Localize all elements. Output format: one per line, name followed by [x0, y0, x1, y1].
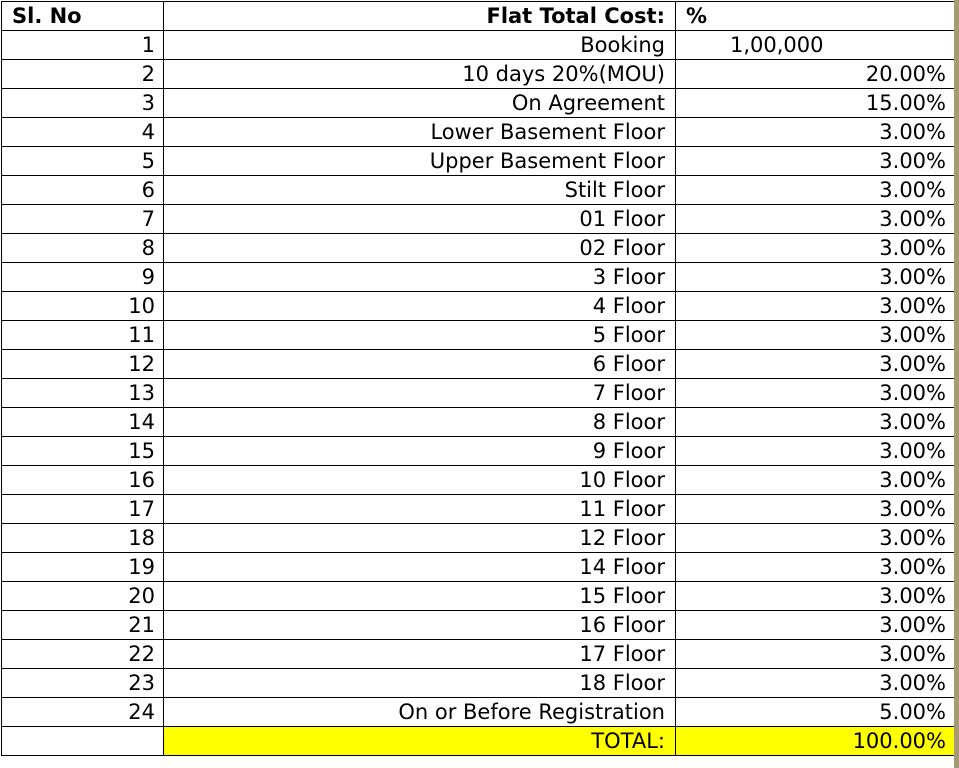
table-row — [2, 176, 955, 205]
percent-cell: 3.00% — [676, 176, 955, 205]
stage-cell: 16 Floor — [164, 611, 676, 640]
header-row — [2, 2, 955, 31]
sl-no-cell: 17 — [2, 495, 164, 524]
stage-cell: 12 Floor — [164, 524, 676, 553]
sl-no-cell: 16 — [2, 466, 164, 495]
table-row — [2, 118, 955, 147]
percent-cell: 3.00% — [676, 466, 955, 495]
percent-cell: 3.00% — [676, 118, 955, 147]
table-row — [2, 147, 955, 176]
stage-cell: 01 Floor — [164, 205, 676, 234]
table-row — [2, 408, 955, 437]
stage-cell: 8 Floor — [164, 408, 676, 437]
header-flat-total-cost: Flat Total Cost: — [164, 2, 676, 31]
table-row — [2, 553, 955, 582]
table-row — [2, 234, 955, 263]
percent-cell: 3.00% — [676, 553, 955, 582]
percent-cell: 5.00% — [676, 698, 955, 727]
stage-cell: 7 Floor — [164, 379, 676, 408]
sl-no-cell: 1 — [2, 31, 164, 60]
sl-no-cell: 21 — [2, 611, 164, 640]
header-percent: % — [676, 2, 955, 31]
stage-cell: Lower Basement Floor — [164, 118, 676, 147]
stage-cell: 9 Floor — [164, 437, 676, 466]
table-row — [2, 611, 955, 640]
sl-no-cell: 9 — [2, 263, 164, 292]
table-row — [2, 524, 955, 553]
stage-cell: 6 Floor — [164, 350, 676, 379]
sl-no-cell: 3 — [2, 89, 164, 118]
sl-no-cell: 6 — [2, 176, 164, 205]
sl-no-cell: 13 — [2, 379, 164, 408]
stage-cell: 10 Floor — [164, 466, 676, 495]
sl-no-cell: 14 — [2, 408, 164, 437]
table-row — [2, 263, 955, 292]
table-row — [2, 582, 955, 611]
sl-no-cell: 10 — [2, 292, 164, 321]
stage-cell: 4 Floor — [164, 292, 676, 321]
percent-cell: 3.00% — [676, 495, 955, 524]
table-row — [2, 437, 955, 466]
sl-no-cell: 12 — [2, 350, 164, 379]
stage-cell: 02 Floor — [164, 234, 676, 263]
percent-cell: 1,00,000 — [676, 31, 955, 60]
table-row — [2, 640, 955, 669]
payment-schedule-table — [1, 1, 955, 756]
sl-no-cell: 22 — [2, 640, 164, 669]
stage-cell: On or Before Registration — [164, 698, 676, 727]
table-row — [2, 205, 955, 234]
sl-no-cell: 19 — [2, 553, 164, 582]
percent-cell: 3.00% — [676, 524, 955, 553]
stage-cell: 10 days 20%(MOU) — [164, 60, 676, 89]
table-row — [2, 698, 955, 727]
table-row — [2, 60, 955, 89]
percent-cell: 3.00% — [676, 379, 955, 408]
window-edge-strip — [954, 0, 959, 768]
percent-cell: 3.00% — [676, 147, 955, 176]
stage-cell: 5 Floor — [164, 321, 676, 350]
stage-cell: 17 Floor — [164, 640, 676, 669]
percent-cell: 3.00% — [676, 582, 955, 611]
sl-no-cell: 15 — [2, 437, 164, 466]
percent-cell: 3.00% — [676, 350, 955, 379]
percent-cell: 3.00% — [676, 205, 955, 234]
stage-cell: Booking — [164, 31, 676, 60]
percent-cell: 3.00% — [676, 408, 955, 437]
table-row — [2, 321, 955, 350]
stage-cell: 15 Floor — [164, 582, 676, 611]
table-row — [2, 292, 955, 321]
sl-no-cell: 8 — [2, 234, 164, 263]
stage-cell: Stilt Floor — [164, 176, 676, 205]
total-sl-cell — [2, 727, 164, 756]
sl-no-cell: 20 — [2, 582, 164, 611]
total-row — [2, 727, 955, 756]
percent-cell: 3.00% — [676, 669, 955, 698]
sl-no-cell: 2 — [2, 60, 164, 89]
table-row — [2, 466, 955, 495]
sl-no-cell: 7 — [2, 205, 164, 234]
percent-cell: 3.00% — [676, 437, 955, 466]
total-percent: 100.00% — [676, 727, 955, 756]
table-row — [2, 495, 955, 524]
table-row — [2, 379, 955, 408]
stage-cell: 14 Floor — [164, 553, 676, 582]
sl-no-cell: 24 — [2, 698, 164, 727]
stage-cell: 3 Floor — [164, 263, 676, 292]
percent-cell: 3.00% — [676, 611, 955, 640]
total-label: TOTAL: — [164, 727, 676, 756]
stage-cell: 11 Floor — [164, 495, 676, 524]
table-row — [2, 350, 955, 379]
percent-cell: 3.00% — [676, 234, 955, 263]
percent-cell: 20.00% — [676, 60, 955, 89]
percent-cell: 3.00% — [676, 263, 955, 292]
table-row — [2, 89, 955, 118]
header-sl-no: Sl. No — [2, 2, 164, 31]
stage-cell: On Agreement — [164, 89, 676, 118]
sl-no-cell: 5 — [2, 147, 164, 176]
percent-cell: 15.00% — [676, 89, 955, 118]
stage-cell: Upper Basement Floor — [164, 147, 676, 176]
percent-cell: 3.00% — [676, 640, 955, 669]
sl-no-cell: 23 — [2, 669, 164, 698]
percent-cell: 3.00% — [676, 321, 955, 350]
table-row — [2, 669, 955, 698]
sl-no-cell: 18 — [2, 524, 164, 553]
stage-cell: 18 Floor — [164, 669, 676, 698]
table-row — [2, 31, 955, 60]
sl-no-cell: 11 — [2, 321, 164, 350]
percent-cell: 3.00% — [676, 292, 955, 321]
sl-no-cell: 4 — [2, 118, 164, 147]
